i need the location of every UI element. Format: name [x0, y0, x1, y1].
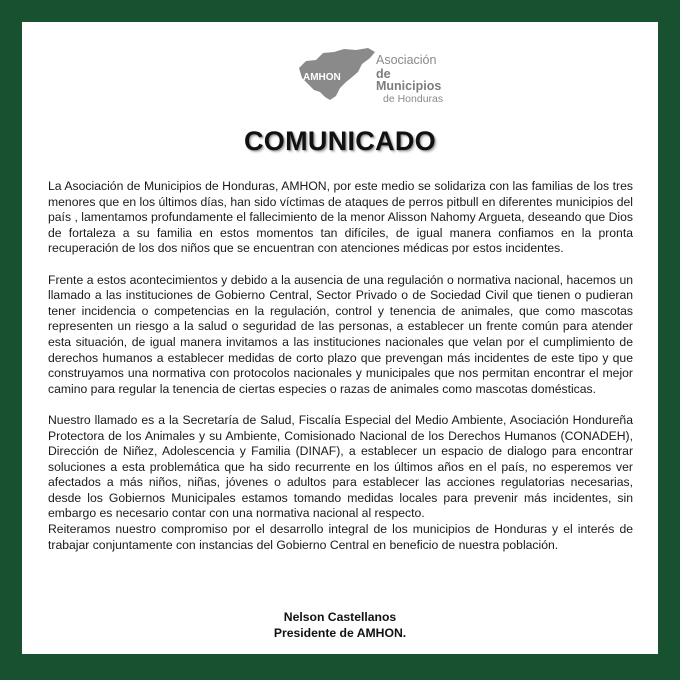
paragraph-2: Frente a estos acontecimientos y debido a la ausencia de una regulación o normativa nacional, hacemos un llamado a las instituciones de Gobierno Central, Sector Privado o de Sociedad Civil que tienen o pudieran tener incidencia o competencias en la regulación, control y tenencia de animales, que como mascotas representen un riesgo a la salud o seguridad de las personas, a establecer un frente común para atender esta situación, de igual manera invitamos a las instituciones nacionales que velan por el cumplimiento de derechos humanos a establecer medidas de corto plazo que prevengan más incidentes de este tipo y que construyamos una normativa con protocolos nacionales y municipales que nos permitan encontrar el mejor camino para regular la tenencia de ciertas especies o razas de animales como mascotas domésticas. [48, 272, 633, 396]
paragraph-1: La Asociación de Municipios de Honduras, AMHON, por este medio se solidariza con las familias de los tres menores que en los últimos días, han sido víctimas de ataques de perros pitbull en diferentes municipios del país , lamentamos profundamente el fallecimiento de la menor Alisson Nahomy Argueta, deseando que Dios de fortaleza a su familia en estos momentos tan difíciles, de igual manera confiamos en la pronta recuperación de los dos niños que se encuentran con atenciones médicas por estos incidentes. [48, 179, 633, 256]
page-title: COMUNICADO [244, 126, 436, 156]
logo-line-1: Asociación [376, 53, 437, 67]
signature-block [22, 609, 658, 641]
communique-body [48, 179, 633, 569]
honduras-map-icon [296, 44, 376, 106]
logo-line-2: de Municipios [376, 66, 442, 93]
logo-line-3: de Honduras [383, 92, 444, 105]
paragraph-4: Reiteramos nuestro compromiso por el desarrollo integral de los municipios de Honduras y el interés de trabajar conjuntamente con instancias del Gobierno Central en beneficio de nuestra población. [48, 522, 633, 552]
document-page [22, 22, 658, 654]
paragraph-3: Nuestro llamado es a la Secretaría de Salud, Fiscalía Especial del Medio Ambiente, Asociación Hondureña Protectora de los Animales y su Ambiente, Comisionado Nacional de los Derechos Humanos (CONADEH), Dirección de Niñez, Adolescencia y Familia (DINAF), a establecer un espacio de dialogo para encontrar soluciones a esta problemática que ha sido recurrente en los últimos años en el país, no esperemos ver afectados a más niños, niñas, jóvenes o adultos para establecer las acciones regulatorias necesarias, desde los Gobiernos Municipales estamos tomando medidas locales para prevenir más incidentes, sin embargo es necesario contar con una normativa nacional al respecto. [48, 412, 633, 521]
signature-name: Nelson Castellanos [283, 610, 397, 624]
signature-role: Presidente de AMHON. [273, 626, 407, 640]
logo-map-label: AMHON [303, 72, 341, 83]
amhon-logo [296, 44, 456, 120]
